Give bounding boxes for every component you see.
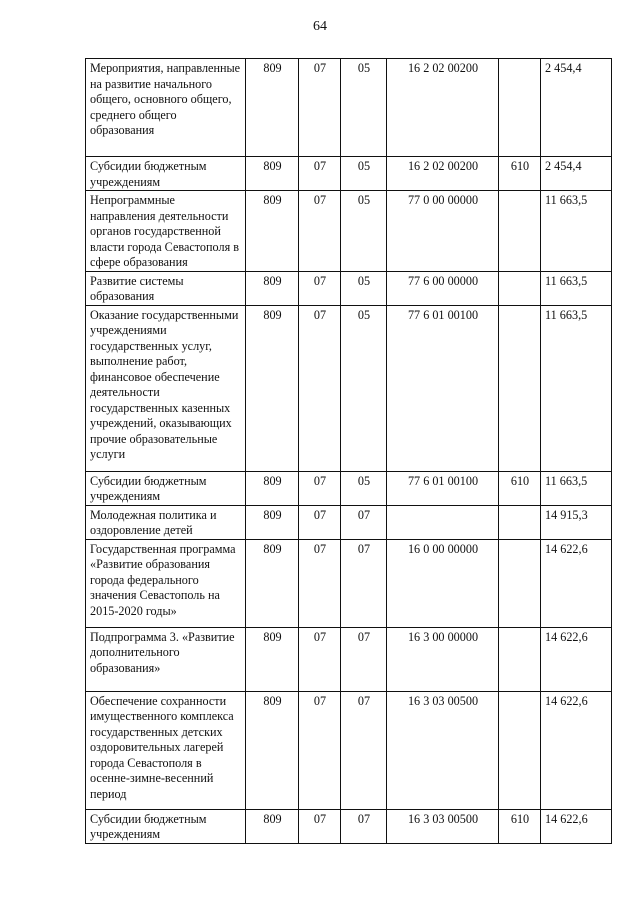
section-code-cell: 07 <box>299 691 341 809</box>
table-row <box>86 271 612 305</box>
expense-type-cell <box>499 539 541 627</box>
table-body <box>86 59 612 844</box>
expense-type-cell <box>499 627 541 691</box>
target-article-cell: 77 6 00 00000 <box>387 271 499 305</box>
target-article-cell: 77 6 01 00100 <box>387 305 499 471</box>
expense-type-cell <box>499 305 541 471</box>
amount-cell: 11 663,5 <box>541 271 612 305</box>
target-article-cell: 77 0 00 00000 <box>387 191 499 272</box>
section-code-cell: 07 <box>299 505 341 539</box>
row-name-cell: Субсидии бюджетным учреждениям <box>86 157 246 191</box>
budget-table <box>85 58 612 844</box>
ved-code-cell: 809 <box>246 191 299 272</box>
expense-type-cell <box>499 59 541 157</box>
table-row <box>86 191 612 272</box>
amount-cell: 11 663,5 <box>541 305 612 471</box>
target-article-cell: 16 0 00 00000 <box>387 539 499 627</box>
row-name-cell: Оказание государственными учреждениями государственных услуг, выполнение работ, финансовое обеспечение деятельности государственных казенных учреждений, оказывающих прочие образовательные услуги <box>86 305 246 471</box>
subsection-code-cell: 05 <box>341 157 387 191</box>
amount-cell: 14 622,6 <box>541 627 612 691</box>
subsection-code-cell: 05 <box>341 191 387 272</box>
target-article-cell: 16 3 03 00500 <box>387 691 499 809</box>
subsection-code-cell: 07 <box>341 691 387 809</box>
section-code-cell: 07 <box>299 305 341 471</box>
ved-code-cell: 809 <box>246 271 299 305</box>
section-code-cell: 07 <box>299 271 341 305</box>
section-code-cell: 07 <box>299 539 341 627</box>
subsection-code-cell: 07 <box>341 505 387 539</box>
expense-type-cell: 610 <box>499 809 541 843</box>
ved-code-cell: 809 <box>246 691 299 809</box>
ved-code-cell: 809 <box>246 471 299 505</box>
section-code-cell: 07 <box>299 59 341 157</box>
row-name-cell: Развитие системы образования <box>86 271 246 305</box>
row-name-cell: Субсидии бюджетным учреждениям <box>86 471 246 505</box>
ved-code-cell: 809 <box>246 505 299 539</box>
ved-code-cell: 809 <box>246 59 299 157</box>
target-article-cell: 16 2 02 00200 <box>387 157 499 191</box>
page-number: 64 <box>313 19 327 34</box>
expense-type-cell <box>499 505 541 539</box>
amount-cell: 14 622,6 <box>541 539 612 627</box>
amount-cell: 2 454,4 <box>541 157 612 191</box>
ved-code-cell: 809 <box>246 809 299 843</box>
amount-cell: 11 663,5 <box>541 191 612 272</box>
amount-cell: 14 622,6 <box>541 809 612 843</box>
table-row <box>86 59 612 157</box>
amount-cell: 14 915,3 <box>541 505 612 539</box>
subsection-code-cell: 07 <box>341 539 387 627</box>
table-row <box>86 809 612 843</box>
row-name-cell: Государственная программа «Развитие образования города федерального значения Севастополь на 2015-2020 годы» <box>86 539 246 627</box>
table-row <box>86 505 612 539</box>
expense-type-cell: 610 <box>499 157 541 191</box>
subsection-code-cell: 07 <box>341 809 387 843</box>
target-article-cell: 16 3 03 00500 <box>387 809 499 843</box>
section-code-cell: 07 <box>299 471 341 505</box>
table-row <box>86 691 612 809</box>
table-row <box>86 157 612 191</box>
subsection-code-cell: 05 <box>341 271 387 305</box>
subsection-code-cell: 05 <box>341 471 387 505</box>
target-article-cell: 77 6 01 00100 <box>387 471 499 505</box>
row-name-cell: Мероприятия, направленные на развитие начального общего, основного общего, среднего общего образования <box>86 59 246 157</box>
ved-code-cell: 809 <box>246 305 299 471</box>
ved-code-cell: 809 <box>246 157 299 191</box>
section-code-cell: 07 <box>299 627 341 691</box>
subsection-code-cell: 05 <box>341 305 387 471</box>
ved-code-cell: 809 <box>246 539 299 627</box>
table-row <box>86 471 612 505</box>
expense-type-cell: 610 <box>499 471 541 505</box>
expense-type-cell <box>499 691 541 809</box>
section-code-cell: 07 <box>299 809 341 843</box>
ved-code-cell: 809 <box>246 627 299 691</box>
row-name-cell: Молодежная политика и оздоровление детей <box>86 505 246 539</box>
expense-type-cell <box>499 191 541 272</box>
target-article-cell <box>387 505 499 539</box>
table-row <box>86 539 612 627</box>
subsection-code-cell: 05 <box>341 59 387 157</box>
row-name-cell: Субсидии бюджетным учреждениям <box>86 809 246 843</box>
amount-cell: 11 663,5 <box>541 471 612 505</box>
row-name-cell: Подпрограмма 3. «Развитие дополнительного образования» <box>86 627 246 691</box>
target-article-cell: 16 3 00 00000 <box>387 627 499 691</box>
section-code-cell: 07 <box>299 191 341 272</box>
amount-cell: 2 454,4 <box>541 59 612 157</box>
expense-type-cell <box>499 271 541 305</box>
amount-cell: 14 622,6 <box>541 691 612 809</box>
row-name-cell: Обеспечение сохранности имущественного комплекса государственных детских оздоровительных лагерей города Севастополя в осенне-зимне-весенний период <box>86 691 246 809</box>
table-row <box>86 627 612 691</box>
table-row <box>86 305 612 471</box>
subsection-code-cell: 07 <box>341 627 387 691</box>
target-article-cell: 16 2 02 00200 <box>387 59 499 157</box>
row-name-cell: Непрограммные направления деятельности органов государственной власти города Севастополя в сфере образования <box>86 191 246 272</box>
section-code-cell: 07 <box>299 157 341 191</box>
